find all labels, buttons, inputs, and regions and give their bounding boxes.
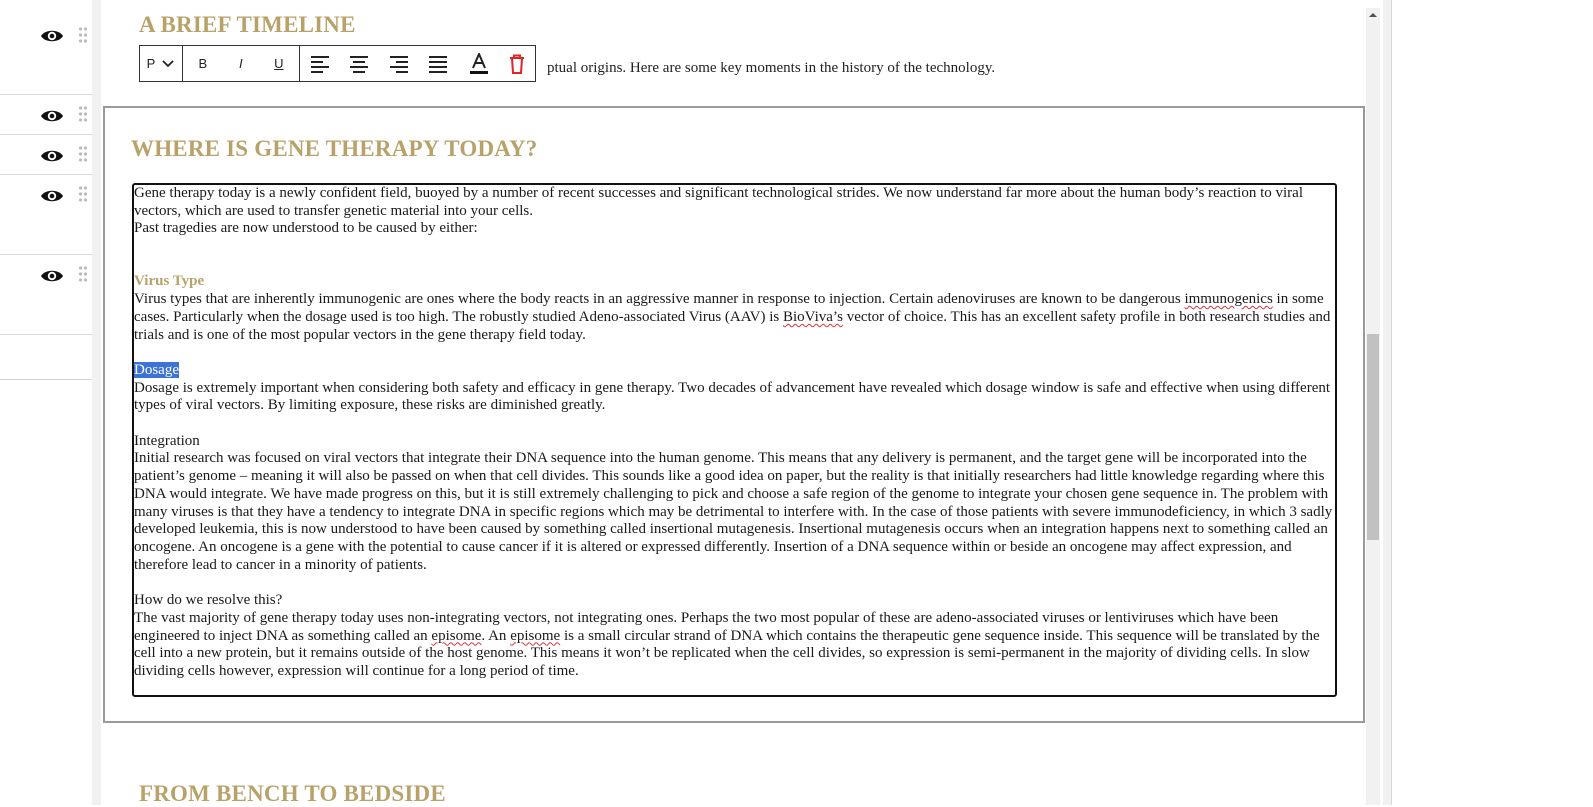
drag-handle-icon[interactable] xyxy=(78,145,88,165)
section-sidebar xyxy=(0,0,92,805)
format-toolbar xyxy=(139,45,536,82)
editor-canvas xyxy=(92,0,1392,805)
page xyxy=(101,0,1383,805)
chevron-down-icon xyxy=(162,60,174,68)
dosage-paragraph: Dosage is extremely important when considering both safety and efficacy in gene therapy. Two decades of advancement have revealed which dosage window is safe and effective when using different types of viral vectors. By limiting exposure, these risks are diminished greatly. xyxy=(134,379,1331,414)
text-color-icon[interactable] xyxy=(468,53,490,75)
bold-button[interactable]: B xyxy=(198,56,208,71)
resolve-paragraph: The vast majority of gene therapy today uses non-integrating vectors, not integrating ones. Perhaps the two most popular of these are adeno-associated viruses or lentiviruses which have been engineered to inject DNA as something called an episome. An episome is a small circular strand of DNA which contains the therapeutic gene sequence inside. This sequence will be translated by the cell into a new protein, but it remains outside of the host genome. This means it won’t be replicated when the cell divides, so expression is semi-permanent in the majority of dividing cells. In slow dividing cells however, expression will continue for a long period of time. xyxy=(134,609,1320,679)
integration-heading: Integration xyxy=(134,432,200,449)
sidebar-row xyxy=(0,335,92,380)
spellcheck-word[interactable]: episome xyxy=(431,627,482,644)
gene-therapy-section[interactable] xyxy=(103,106,1365,723)
rich-text-editor[interactable] xyxy=(132,183,1337,697)
paragraph-style-select[interactable] xyxy=(140,46,182,81)
eye-icon[interactable] xyxy=(40,268,64,284)
spellcheck-word[interactable]: immunogenics xyxy=(1184,291,1273,308)
scroll-up-arrow-icon[interactable] xyxy=(1368,10,1378,20)
timeline-section-text[interactable]: ptual origins. Here are some key moments in the history of the technology. xyxy=(547,60,996,76)
dosage-heading xyxy=(134,362,1335,380)
bench-section-title: FROM BENCH TO BEDSIDE xyxy=(139,781,446,806)
eye-icon[interactable] xyxy=(40,148,64,164)
sidebar-row xyxy=(0,255,92,335)
intro-paragraph: Gene therapy today is a newly confident field, buoyed by a number of recent successes and significant technological strides. We now understand far more about the human body’s reaction to viral vectors, which are used to transfer genetic material into your cells. xyxy=(134,185,1303,219)
vertical-scrollbar[interactable] xyxy=(1366,8,1380,805)
drag-handle-icon[interactable] xyxy=(78,265,88,285)
italic-button[interactable]: I xyxy=(239,56,243,71)
resolve-heading: How do we resolve this? xyxy=(134,592,283,609)
virus-type-paragraph: Virus types that are inherently immunogenic are ones where the body reacts in an aggressive manner in response to injection. Certain adenoviruses are known to be dangerous immunogenics in some cases. Particularly when the dosage used is too high. The robustly studied Adeno-associated Virus (AAV) is BioViva’s vector of choice. This has an excellent safety profile in both research studies and trials and is one of the most popular vectors in the gene therapy field today. xyxy=(134,291,1331,343)
spellcheck-word[interactable]: episome xyxy=(510,627,561,644)
align-right-icon[interactable] xyxy=(389,55,409,73)
scrollbar-thumb[interactable] xyxy=(1367,334,1379,540)
eye-icon[interactable] xyxy=(40,188,64,204)
drag-handle-icon[interactable] xyxy=(78,26,88,46)
sidebar-row xyxy=(0,135,92,175)
gene-section-title: WHERE IS GENE THERAPY TODAY? xyxy=(131,136,538,161)
paragraph-style-value: P xyxy=(146,56,156,71)
drag-handle-icon[interactable] xyxy=(78,185,88,205)
virus-type-heading: Virus Type xyxy=(134,273,205,290)
spellcheck-word[interactable]: BioViva’s xyxy=(783,308,843,325)
align-center-icon[interactable] xyxy=(349,55,369,73)
timeline-section-title: A BRIEF TIMELINE xyxy=(139,12,356,37)
selected-text[interactable]: Dosage xyxy=(134,361,179,378)
sidebar-row xyxy=(0,95,92,135)
eye-icon[interactable] xyxy=(40,108,64,124)
eye-icon[interactable] xyxy=(40,28,64,44)
align-justify-icon[interactable] xyxy=(428,55,448,73)
drag-handle-icon[interactable] xyxy=(78,105,88,125)
delete-icon[interactable] xyxy=(509,54,525,74)
align-left-icon[interactable] xyxy=(310,55,330,73)
panel-divider xyxy=(1391,0,1392,805)
sidebar-row xyxy=(0,0,92,95)
underline-button[interactable]: U xyxy=(274,56,284,71)
sidebar-row xyxy=(0,175,92,255)
integration-paragraph: Initial research was focused on viral vectors that integrate their DNA sequence into the human genome. This means that any delivery is permanent, and the target gene will be incorporated into the patient’s genome – meaning it will also be passed on when that cell divides. This sounds like a good idea on paper, but the reality is that initially researchers had little knowledge regarding where this DNA would integrate. We have made progress on this, but it is still extremely challenging to pick and choose a safe region of the genome to integrate your chosen gene sequence in. The problem with many viruses is that they have a tendency to integrate DNA in specific regions which may be detrimental to interfere with. In the case of those patients with severe immunodeficiency, in which 3 sadly developed leukemia, this is now understood to have been caused by something called insertional mutagenesis. Insertional mutagenesis occurs when an integration happens next to something called an oncogene. An oncogene is a gene with the potential to cause cancer if it is altered or expressed differently. Insertion of a DNA sequence within or beside an oncogene may affect expression, and therefore lead to cancer in a minority of patients. xyxy=(134,450,1333,573)
intro-paragraph: Past tragedies are now understood to be caused by either: xyxy=(134,220,478,237)
